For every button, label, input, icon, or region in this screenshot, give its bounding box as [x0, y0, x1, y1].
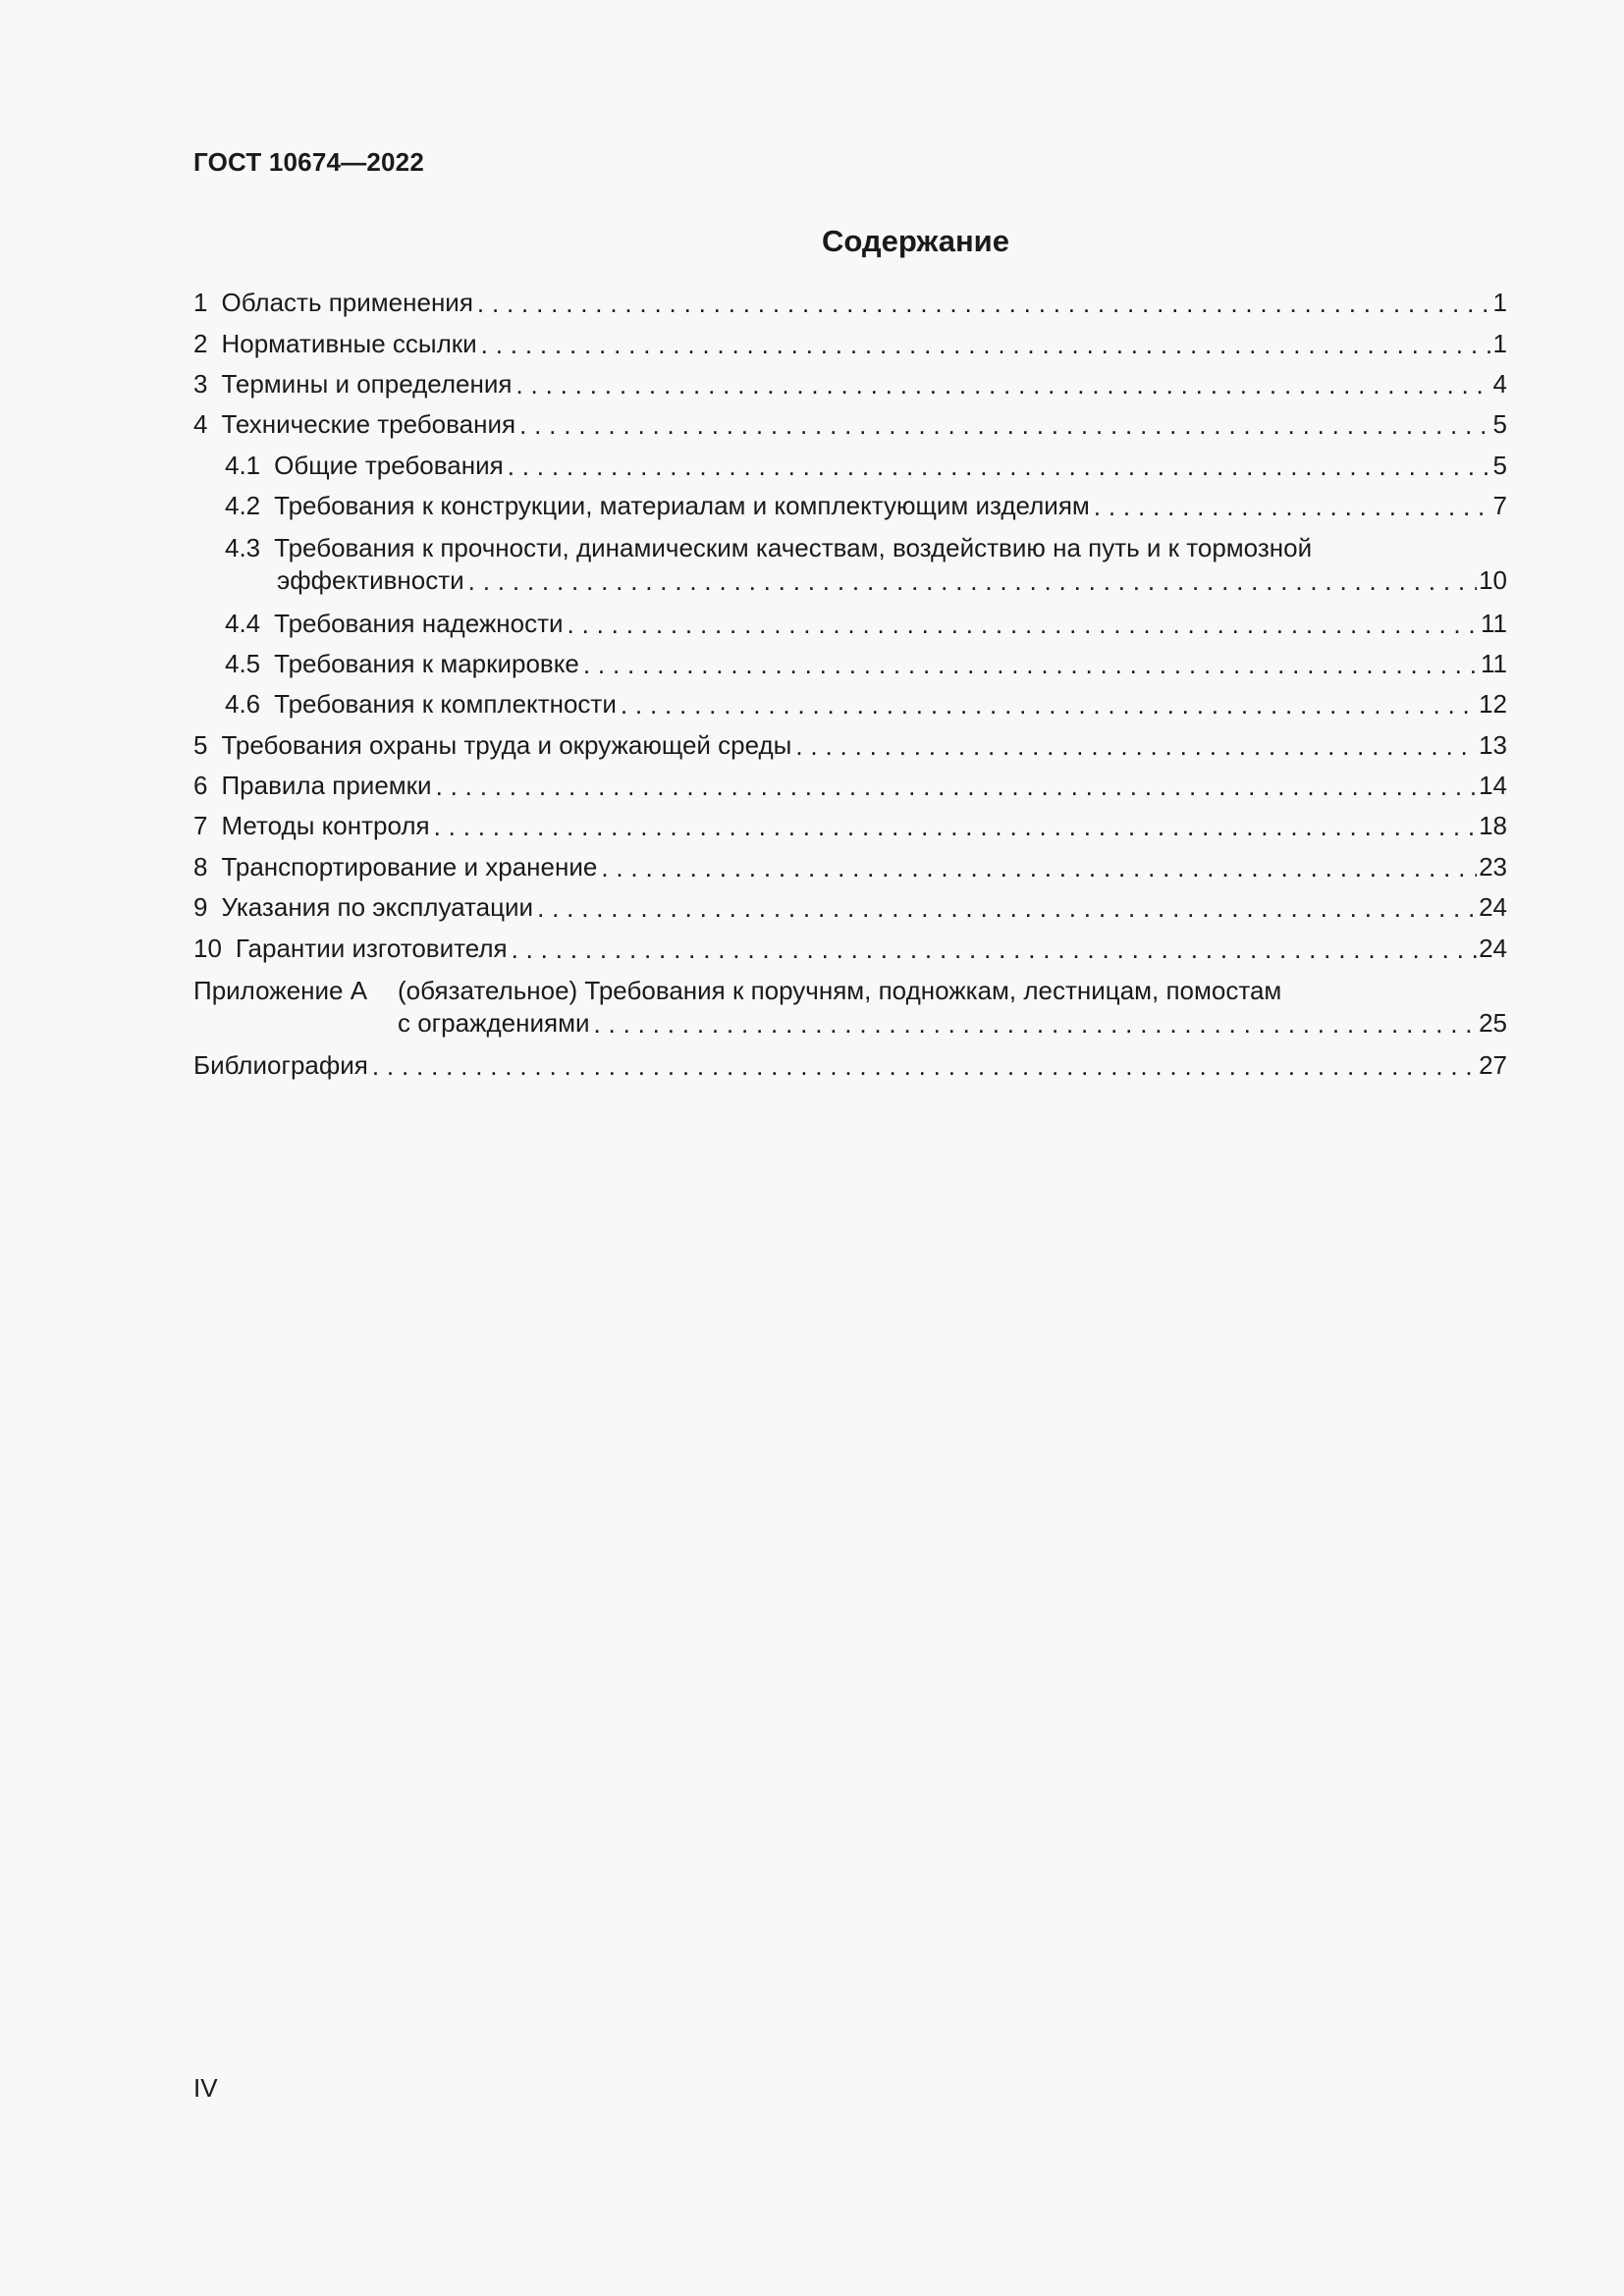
- toc-entry-page: 13: [1479, 729, 1507, 760]
- toc-entry[interactable]: [193, 847, 1507, 887]
- toc-entry-number: 3: [193, 368, 208, 399]
- toc-entry-number: 9: [193, 892, 208, 923]
- toc-entry-page: 24: [1479, 933, 1507, 963]
- dot-leader: [436, 771, 1478, 803]
- toc-entry-page: 10: [1479, 565, 1507, 596]
- toc-entry-number: 4.3: [225, 533, 261, 563]
- toc-entry-number: 4.1: [225, 450, 261, 480]
- toc-entry[interactable]: [193, 887, 1507, 928]
- toc-entry-title: Требования к маркировке: [274, 648, 579, 678]
- dot-leader: [583, 649, 1479, 681]
- dot-leader: [481, 329, 1491, 361]
- toc-entry-number: 8: [193, 851, 208, 881]
- toc-entry-page: 11: [1481, 648, 1507, 678]
- toc-entry-number: 4.4: [225, 608, 261, 638]
- toc-entry[interactable]: [193, 928, 1507, 968]
- dot-leader: [508, 451, 1491, 483]
- toc-entry-number: 7: [193, 811, 208, 841]
- toc-entry[interactable]: [193, 766, 1507, 806]
- toc-entry-page: 24: [1479, 892, 1507, 923]
- toc-entry-number: 5: [193, 729, 208, 760]
- toc-entry-title: Термины и определения: [221, 368, 513, 399]
- toc-entry-title: Гарантии изготовителя: [235, 933, 508, 963]
- toc-entry-title: Требования охраны труда и окружающей среды: [221, 729, 792, 760]
- toc-subentry[interactable]: [193, 684, 1507, 724]
- dot-leader: [372, 1050, 1477, 1083]
- toc-entry-page: 11: [1481, 608, 1507, 638]
- toc-entry-page: 23: [1479, 851, 1507, 881]
- toc-subentry[interactable]: [193, 603, 1507, 643]
- toc-entry-title: Общие требования: [274, 450, 504, 480]
- table-of-contents: [193, 283, 1507, 1086]
- dot-leader: [477, 288, 1491, 320]
- toc-entry-title-line1: (обязательное) Требования к поручням, подножкам, лестницам, помостам: [398, 975, 1282, 1005]
- toc-entry-page: 14: [1479, 771, 1507, 801]
- toc-entry-page: 1: [1492, 328, 1507, 358]
- toc-entry-page: 7: [1492, 491, 1507, 521]
- toc-entry-number: 1: [193, 288, 208, 318]
- toc-entry-title: Библиография: [193, 1050, 368, 1081]
- toc-entry-title: Технические требования: [221, 409, 516, 440]
- toc-entry[interactable]: [193, 806, 1507, 846]
- toc-entry-page: 4: [1492, 368, 1507, 399]
- toc-entry-page: 18: [1479, 811, 1507, 841]
- toc-entry-title-line2: эффективности: [277, 565, 464, 596]
- dot-leader: [468, 565, 1477, 598]
- toc-title: Содержание: [822, 224, 1009, 258]
- dot-leader: [621, 689, 1477, 721]
- dot-leader: [512, 934, 1478, 966]
- toc-entry[interactable]: [193, 323, 1507, 363]
- toc-entry-number: 10: [193, 933, 222, 963]
- dot-leader: [434, 811, 1477, 843]
- toc-entry-title: Область применения: [221, 288, 473, 318]
- toc-entry-title: Указания по эксплуатации: [221, 892, 534, 923]
- toc-entry-number: 4.6: [225, 689, 261, 720]
- toc-entry-title: Требования к комплектности: [274, 689, 617, 720]
- toc-entry-title: Требования к конструкции, материалам и комплектующим изделиям: [274, 491, 1090, 521]
- toc-entry-number: 6: [193, 771, 208, 801]
- toc-entry-number: 4.5: [225, 648, 261, 678]
- dot-leader: [601, 852, 1477, 884]
- toc-entry-title: Методы контроля: [221, 811, 430, 841]
- toc-entry-bibliography[interactable]: [193, 1045, 1507, 1086]
- toc-entry-title: Требования надежности: [274, 608, 564, 638]
- toc-subentry[interactable]: [193, 446, 1507, 486]
- toc-entry-page: 5: [1492, 450, 1507, 480]
- dot-leader: [568, 609, 1479, 641]
- toc-entry[interactable]: [193, 283, 1507, 323]
- toc-entry-title-line2: с ограждениями: [398, 1007, 590, 1038]
- dot-leader: [519, 409, 1490, 442]
- dot-leader: [515, 369, 1490, 401]
- toc-subentry[interactable]: [193, 644, 1507, 684]
- toc-subentry[interactable]: [193, 486, 1507, 526]
- toc-entry-page: 5: [1492, 409, 1507, 440]
- toc-entry-page: 1: [1492, 288, 1507, 318]
- toc-entry-title: Нормативные ссылки: [221, 328, 477, 358]
- toc-entry[interactable]: [193, 364, 1507, 404]
- dot-leader: [1094, 491, 1491, 523]
- toc-entry-number: 2: [193, 328, 208, 358]
- toc-entry-page: 12: [1479, 689, 1507, 720]
- appendix-label: Приложение А: [193, 975, 368, 1005]
- dot-leader: [795, 730, 1477, 763]
- toc-appendix-entry[interactable]: [193, 969, 1507, 1045]
- dot-leader: [537, 892, 1477, 925]
- toc-entry-title: Транспортирование и хранение: [221, 851, 598, 881]
- toc-entry-number: 4: [193, 409, 208, 440]
- toc-entry[interactable]: [193, 404, 1507, 445]
- dot-leader: [593, 1008, 1477, 1041]
- toc-entry-page: 27: [1479, 1050, 1507, 1081]
- toc-entry[interactable]: [193, 725, 1507, 766]
- page-number: IV: [193, 2073, 218, 2103]
- toc-subentry[interactable]: [193, 526, 1507, 603]
- document-code: ГОСТ 10674—2022: [193, 147, 424, 177]
- toc-entry-title-line1: Требования к прочности, динамическим качествам, воздействию на путь и к тормозной: [274, 533, 1313, 563]
- toc-entry-page: 25: [1479, 1007, 1507, 1038]
- toc-entry-number: 4.2: [225, 491, 261, 521]
- toc-entry-title: Правила приемки: [221, 771, 432, 801]
